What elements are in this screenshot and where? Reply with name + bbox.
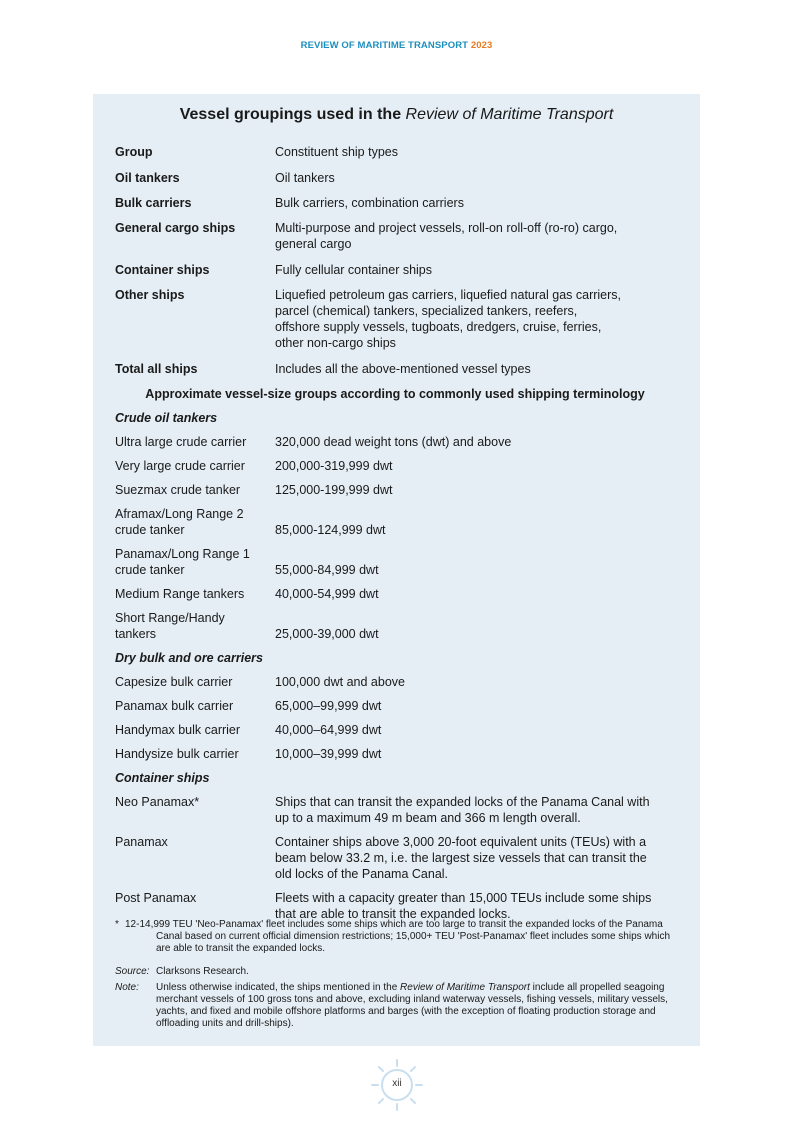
group-row: [115, 220, 675, 252]
vessel-description: Fully cellular container ships: [275, 263, 433, 277]
general-note: [115, 982, 678, 1030]
vessel-type: Post Panamax: [115, 891, 197, 905]
vessel-description: 125,000-199,999 dwt: [275, 483, 393, 497]
header-title: REVIEW OF MARITIME TRANSPORT: [300, 40, 469, 51]
box-title: [93, 106, 700, 124]
vessel-description: Bulk carriers, combination carriers: [275, 196, 464, 210]
vessel-description-line: Fleets with a capacity greater than 15,000 TEUs include some ships: [275, 891, 652, 905]
vessel-description-line: general cargo: [275, 237, 352, 251]
size-row: [115, 482, 675, 498]
vessel-description: Constituent ship types: [275, 145, 398, 159]
group-row: [115, 195, 675, 211]
vessel-type: Oil tankers: [115, 171, 180, 185]
size-row: [115, 586, 675, 602]
vessel-description: 40,000-54,999 dwt: [275, 587, 379, 601]
vessel-type: Handymax bulk carrier: [115, 723, 241, 737]
vessel-description-line: that are able to transit the expanded locks.: [275, 907, 511, 921]
size-row: [115, 834, 675, 882]
size-row: [115, 546, 675, 578]
vessel-description-line: Multi-purpose and project vessels, roll-on roll-off (ro-ro) cargo,: [275, 221, 618, 235]
source-note: [115, 966, 678, 978]
group-row: [115, 361, 675, 377]
vessel-description: 40,000–64,999 dwt: [275, 723, 382, 737]
vessel-description-line: up to a maximum 49 m beam and 366 m length overall.: [275, 811, 581, 825]
vessel-type-line: Panamax/Long Range 1: [115, 547, 250, 561]
source-text: Clarksons Research.: [156, 966, 249, 977]
note-text-a: Unless otherwise indicated, the ships mentioned in the: [156, 982, 401, 993]
footnote-mark: *: [115, 919, 119, 930]
vessel-description-line: beam below 33.2 m, i.e. the largest size vessels that can transit the: [275, 851, 647, 865]
vessel-type-line: tankers: [115, 627, 156, 641]
vessel-description-line: offshore supply vessels, tugboats, dredgers, cruise, ferries,: [275, 320, 602, 334]
vessel-type: Ultra large crude carrier: [115, 435, 247, 449]
size-row: [115, 434, 675, 450]
size-row: [115, 698, 675, 714]
size-row: [115, 722, 675, 738]
vessel-groupings-box: [93, 94, 700, 1046]
box-title-prefix: Vessel groupings used in the: [179, 106, 406, 123]
group-row: [115, 144, 675, 160]
footnote-line-1: 12-14,999 TEU 'Neo-Panamax' fleet includes some ships which are too large to transit the expanded locks of the Panama: [125, 919, 663, 930]
group-row: [115, 287, 675, 351]
vessel-description: 25,000-39,000 dwt: [275, 627, 379, 641]
vessel-description: [275, 287, 675, 351]
note-text-b: include all propelled seagoing merchant vessels of 100 gross tons and above, excluding inland waterway vessels, fishing vessels, military vessels, yachts, and fixed and mobile offshore platforms and barges (with the exception of floating production storage and offloading units and drill-ships).: [156, 982, 668, 1029]
section-heading-drybulk: Dry bulk and ore carriers: [115, 651, 263, 665]
vessel-description-line: parcel (chemical) tankers, specialized tankers, reefers,: [275, 304, 578, 318]
vessel-type: Medium Range tankers: [115, 587, 245, 601]
vessel-description-line: Ships that can transit the expanded locks of the Panama Canal with: [275, 795, 650, 809]
vessel-description: Oil tankers: [275, 171, 335, 185]
vessel-description: 200,000-319,999 dwt: [275, 459, 393, 473]
vessel-description: 100,000 dwt and above: [275, 675, 405, 689]
vessel-type: General cargo ships: [115, 221, 236, 235]
header-year: 2023: [470, 40, 493, 51]
section-heading-container: Container ships: [115, 771, 210, 785]
vessel-description-line: Container ships above 3,000 20-foot equivalent units (TEUs) with a: [275, 835, 647, 849]
vessel-description-line: old locks of the Panama Canal.: [275, 867, 449, 881]
size-row: [115, 458, 675, 474]
vessel-type: Panamax: [115, 835, 168, 849]
vessel-type-line: crude tanker: [115, 523, 185, 537]
vessel-type: Total all ships: [115, 362, 198, 376]
vessel-description: 320,000 dead weight tons (dwt) and above: [275, 435, 512, 449]
group-row: [115, 170, 675, 186]
vessel-type: Very large crude carrier: [115, 459, 245, 473]
size-row: [115, 794, 675, 826]
running-header: [0, 40, 793, 51]
vessel-type: [115, 506, 275, 538]
vessel-type-line: crude tanker: [115, 563, 185, 577]
vessel-description: 10,000–39,999 dwt: [275, 747, 382, 761]
vessel-description: [275, 220, 675, 252]
section-heading-crude: Crude oil tankers: [115, 411, 218, 425]
footnote-line-3: which are able to transit the expanded locks.: [156, 931, 671, 954]
vessel-type: Container ships: [115, 263, 210, 277]
vessel-description-line: other non-cargo ships: [275, 336, 396, 350]
size-row: [115, 890, 675, 922]
vessel-description: [275, 834, 675, 882]
vessel-description: 65,000–99,999 dwt: [275, 699, 382, 713]
size-row: [115, 746, 675, 762]
size-row: [115, 610, 675, 642]
box-title-italic: Review of Maritime Transport: [405, 106, 614, 123]
groupings-table: [115, 144, 675, 922]
vessel-type: [115, 546, 275, 578]
footnote-neo-panamax: [115, 919, 678, 955]
vessel-type: Handysize bulk carrier: [115, 747, 239, 761]
vessel-type: [115, 610, 275, 642]
vessel-description: [275, 890, 675, 922]
vessel-description: Includes all the above-mentioned vessel types: [275, 362, 531, 376]
vessel-type: Other ships: [115, 288, 185, 302]
vessel-description: [275, 794, 675, 826]
footnote-text: [125, 919, 678, 955]
page-number: xii: [392, 1078, 402, 1089]
vessel-type-line: Aframax/Long Range 2: [115, 507, 244, 521]
size-row: [115, 674, 675, 690]
vessel-type: Group: [115, 145, 153, 159]
vessel-type: Suezmax crude tanker: [115, 483, 241, 497]
vessel-description: 85,000-124,999 dwt: [275, 523, 386, 537]
vessel-type: Bulk carriers: [115, 196, 192, 210]
vessel-type: Neo Panamax*: [115, 795, 200, 809]
group-row: [115, 262, 675, 278]
page-number-ornament: [370, 1058, 424, 1112]
vessel-description-line: Liquefied petroleum gas carriers, liquefied natural gas carriers,: [275, 288, 622, 302]
size-row: [115, 506, 675, 538]
source-label: Source:: [115, 966, 150, 977]
vessel-type: Capesize bulk carrier: [115, 675, 233, 689]
vessel-type-line: Short Range/Handy: [115, 611, 225, 625]
note-text: [156, 982, 678, 1030]
footnote-line-2: Canal based on current official dimension restrictions; 15,000+ TEU 'Post-Panamax' fleet includes some ships: [156, 931, 645, 942]
vessel-description: 55,000-84,999 dwt: [275, 563, 379, 577]
size-groups-heading: Approximate vessel-size groups according to commonly used shipping terminology: [145, 387, 645, 401]
note-label: Note:: [115, 982, 139, 993]
note-text-italic: Review of Maritime Transport: [400, 982, 530, 993]
vessel-type: Panamax bulk carrier: [115, 699, 234, 713]
